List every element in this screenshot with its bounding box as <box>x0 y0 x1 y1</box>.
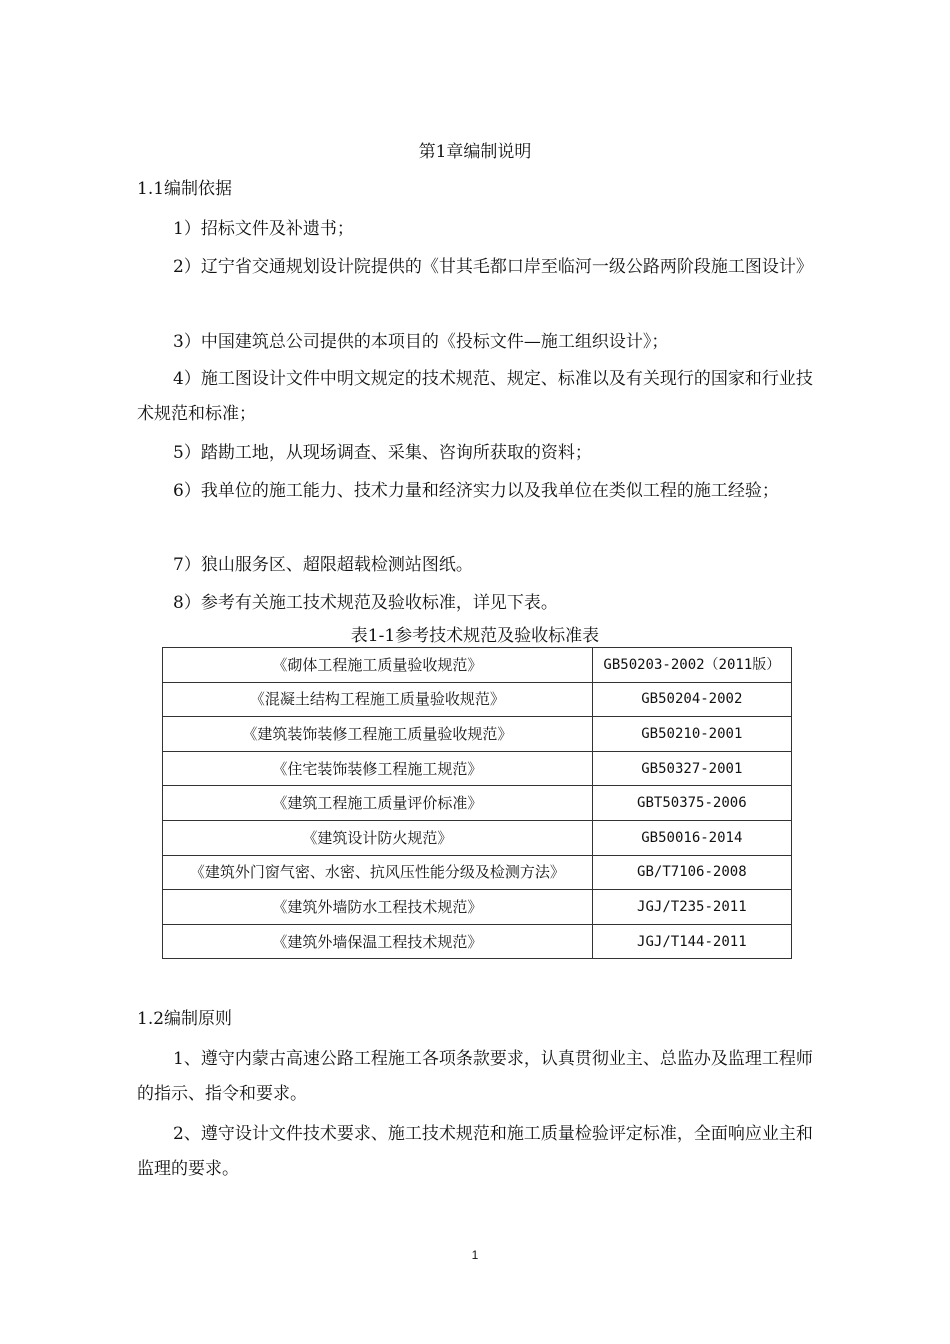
table-row <box>163 890 792 925</box>
table-row <box>163 855 792 890</box>
basis-item-2: 2）辽宁省交通规划设计院提供的《甘其毛都口岸至临河一级公路两阶段施工图设计》 <box>173 257 813 277</box>
table-row <box>163 786 792 821</box>
table-cell-standard-name: 《建筑设计防火规范》 <box>163 820 593 855</box>
chapter-title: 第1章编制说明 <box>418 142 532 162</box>
basis-item-6: 6）我单位的施工能力、技术力量和经济实力以及我单位在类似工程的施工经验； <box>173 481 779 501</box>
basis-item-8: 8）参考有关施工技术规范及验收标准，详见下表。 <box>173 593 558 613</box>
table-row <box>163 924 792 959</box>
table-cell-standard-code: GB50210-2001 <box>592 717 791 752</box>
basis-item-4: 4）施工图设计文件中明文规定的技术规范、规定、标准以及有关现行的国家和行业技术规范和标准； <box>137 369 813 424</box>
principle-item-2: 2、遵守设计文件技术要求、施工技术规范和施工质量检验评定标准，全面响应业主和监理的要求。 <box>137 1124 813 1179</box>
basis-item-1: 1）招标文件及补遗书； <box>173 219 354 239</box>
table-row <box>163 717 792 752</box>
table-cell-standard-code: JGJ/T235-2011 <box>592 890 791 925</box>
table-row <box>163 682 792 717</box>
basis-item-3: 3）中国建筑总公司提供的本项目的《投标文件—施工组织设计》； <box>173 332 669 352</box>
table-cell-standard-code: JGJ/T144-2011 <box>592 924 791 959</box>
table-cell-standard-name: 《混凝土结构工程施工质量验收规范》 <box>163 682 593 717</box>
table-cell-standard-code: GB/T7106-2008 <box>592 855 791 890</box>
table-cell-standard-code: GB50203-2002（2011版） <box>592 648 791 683</box>
table-cell-standard-code: GB50204-2002 <box>592 682 791 717</box>
table-cell-standard-name: 《建筑外墙保温工程技术规范》 <box>163 924 593 959</box>
reference-standards-table <box>162 647 792 959</box>
table-row <box>163 751 792 786</box>
section-heading-1-2: 1.2编制原则 <box>137 1009 233 1029</box>
table-cell-standard-name: 《建筑工程施工质量评价标准》 <box>163 786 593 821</box>
table-cell-standard-name: 《建筑外门窗气密、水密、抗风压性能分级及检测方法》 <box>163 855 593 890</box>
page-number: 1 <box>471 1248 479 1262</box>
basis-item-7: 7）狼山服务区、超限超载检测站图纸。 <box>173 555 473 575</box>
table-cell-standard-name: 《住宅装饰装修工程施工规范》 <box>163 751 593 786</box>
table-cell-standard-code: GBT50375-2006 <box>592 786 791 821</box>
principle-item-1: 1、遵守内蒙古高速公路工程施工各项条款要求，认真贯彻业主、总监办及监理工程师的指示、指令和要求。 <box>137 1049 813 1104</box>
basis-item-5: 5）踏勘工地，从现场调查、采集、咨询所获取的资料； <box>173 443 592 463</box>
section-heading-1-1: 1.1编制依据 <box>137 179 233 199</box>
table-cell-standard-code: GB50016-2014 <box>592 820 791 855</box>
table-row <box>163 820 792 855</box>
table-cell-standard-name: 《砌体工程施工质量验收规范》 <box>163 648 593 683</box>
table-cell-standard-name: 《建筑装饰装修工程施工质量验收规范》 <box>163 717 593 752</box>
table-cell-standard-code: GB50327-2001 <box>592 751 791 786</box>
table-row <box>163 648 792 683</box>
table-cell-standard-name: 《建筑外墙防水工程技术规范》 <box>163 890 593 925</box>
table-caption: 表1-1参考技术规范及验收标准表 <box>350 626 600 646</box>
